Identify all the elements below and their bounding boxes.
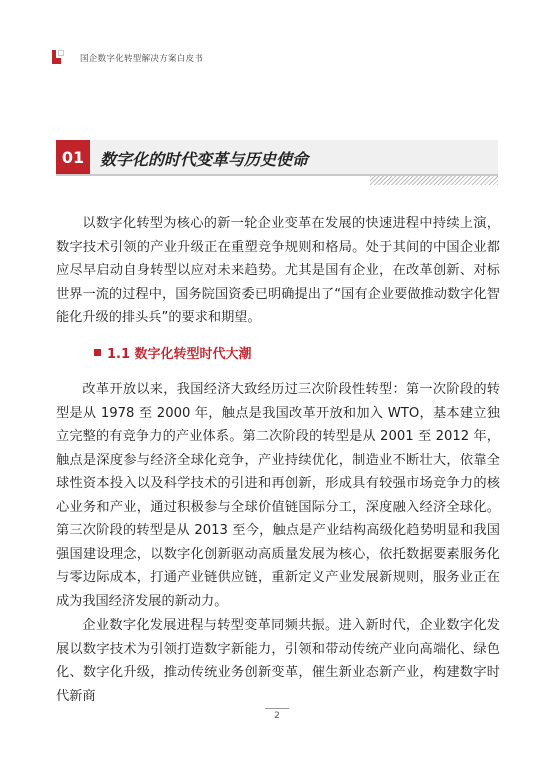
chapter-number: 01 [56,140,90,174]
section-bullet-icon [94,349,101,356]
chapter-hatch-decoration [370,176,498,185]
section-title: 1.1 数字化转型时代大潮 [107,347,252,362]
chapter-title: 数字化的时代变革与历史使命 [100,150,309,169]
paragraph-transitions: 改革开放以来，我国经济大致经历过三次阶段性转型：第一次阶段的转型是从 1978 至 2000 年，触点是我国改革开放和加入 WTO，基本建立独立完整的有竞争力的产业体系。第二次阶段的转型是从 2001 至 2012 年，触点是深度参与经济全球化竞争，产业持续优化，制造业不断壮大，依靠全球性资本投入以及科学技术的引进和再创新，形成具有较强市场竞争力的核心业务和产业，通过积极参与全球价值链国际分工，深度融入经济全球化。第三次阶段的转型是从 2013 至今，触点是产业结构高级化趋势明显和我国强国建设理念，以数字化创新驱动高质量发展为核心，依托数据要素服务化与零边际成本，打通产业链供应链，重新定义产业发展新规则，服务业正在成为我国经济发展的新动力。 [56,382,500,609]
paragraph-digital-development: 企业数字化发展进程与转型变革同频共振。进入新时代，企业数字化发展以数字技术为引领打造数字新能力，引领和带动传统产业向高端化、绿色化、数字化升级，推动传统业务创新变革，催生新业态新产业，构建数字时代新商 [56,618,500,704]
footer-divider [265,708,289,709]
header-document-title: 国企数字化转型解决方案白皮书 [80,54,204,64]
page-number: 2 [274,711,280,721]
section-heading [94,343,252,362]
paragraph-intro: 以数字化转型为核心的新一轮企业变革在发展的快速进程中持续上演，数字技术引领的产业升级正在重塑竞争规则和格局。处于其间的中国企业都应尽早启动自身转型以应对未来趋势。尤其是国有企业，在改革创新、对标世界一流的过程中，国务院国资委已明确提出了“国有企业要做推动数字化智能化升级的排头兵”的要求和期望。 [56,216,500,325]
header-logo-mark [52,50,64,64]
